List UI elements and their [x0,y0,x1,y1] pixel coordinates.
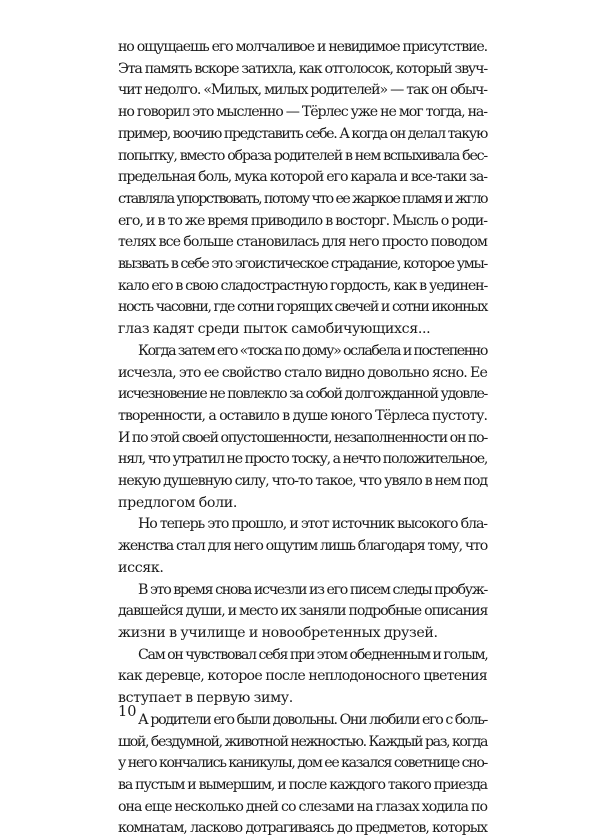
text-line: как деревце, которое после неплодоносного цветения [118,668,487,685]
text-line: кало его в свою сладострастную гордость, как в уединен- [118,277,488,294]
text-line: попытку, вместо образа родителей в нем вспыхивала бес- [118,147,487,164]
text-line: Когда затем его «тоска по дому» ослабела и постепенно [138,342,487,359]
text-line: но говорил это мысленно — Тёрлес уже не мог тогда, на- [118,104,487,121]
text-line: некую душевную силу, что-то такое, что увяло в нем под [118,473,487,490]
text-line: И по этой своей опустошенности, незаполненности он по- [118,429,487,446]
text-line: ность часовни, где сотни горящих свечей и сотни иконных [118,299,487,316]
text-line: Но теперь это прошло, и этот источник высокого бла- [138,516,487,533]
text-line: исчезновение не повлекло за собой долгожданной удовле- [118,386,487,403]
page-number: 10 [118,704,137,720]
text-line: нял, что утратил не просто тоску, а нечто положительное, [118,451,488,468]
text-line: Сам он чувствовал себя при этом обедненным и голым, [138,646,488,663]
text-line: глаз кадят среди пыток самобичующихся... [118,321,431,338]
text-line: пример, воочию представить себе. А когда он делал такую [118,125,487,142]
text-line: предельная боль, мука которой его карала и все-таки за- [118,169,487,186]
text-line: женства стал для него ощутим лишь благодаря тому, что [118,538,488,555]
text-line: ставляла упорствовать, потому что ее жаркое пламя и жгло [118,190,487,207]
text-line: но ощущаешь его молчаливое и невидимое присутствие. [118,39,487,55]
text-line: жизни в училище и новообретенных друзей. [118,624,438,641]
text-line: телях все больше становилась для него просто поводом [118,234,487,251]
text-line: В это время снова исчезли из его писем следы пробуж- [138,581,487,598]
text-line: чит недолго. «Милых, милых родителей» — так он обыч- [118,82,487,99]
body-text [118,37,487,840]
text-line: предлогом боли. [118,494,238,511]
text-line: иссяк. [118,559,164,576]
text-line: комнатам, ласково дотрагиваясь до предметов, которых [118,820,487,837]
text-line: давшейся души, и место их заняли подробные описания [118,603,488,620]
text-line: вступает в первую зиму. [118,690,293,707]
text-line: его, и в то же время приводило в восторг. Мысль о роди- [118,212,487,229]
text-line: Эта память вскоре затихла, как отголосок, который звуч- [118,60,487,77]
text-line: у него кончались каникулы, дом ее казался советнице сно- [118,755,487,772]
text-line: она еще несколько дней со слезами на глазах ходила по [118,798,487,815]
text-line: шой, бездумной, животной нежностью. Каждый раз, когда [118,733,487,750]
text-line: исчезла, это ее свойство стало видно довольно ясно. Ее [118,364,487,381]
text-line: А родители его были довольны. Они любили его с боль- [138,711,487,728]
text-line: творенности, а оставило в душе юного Тёрлеса пустоту. [118,407,487,424]
text-line: ва пустым и вымершим, и после каждого такого приезда [118,776,487,793]
text-line: вызвать в себе это эгоистическое страдание, которое умы- [118,256,487,273]
